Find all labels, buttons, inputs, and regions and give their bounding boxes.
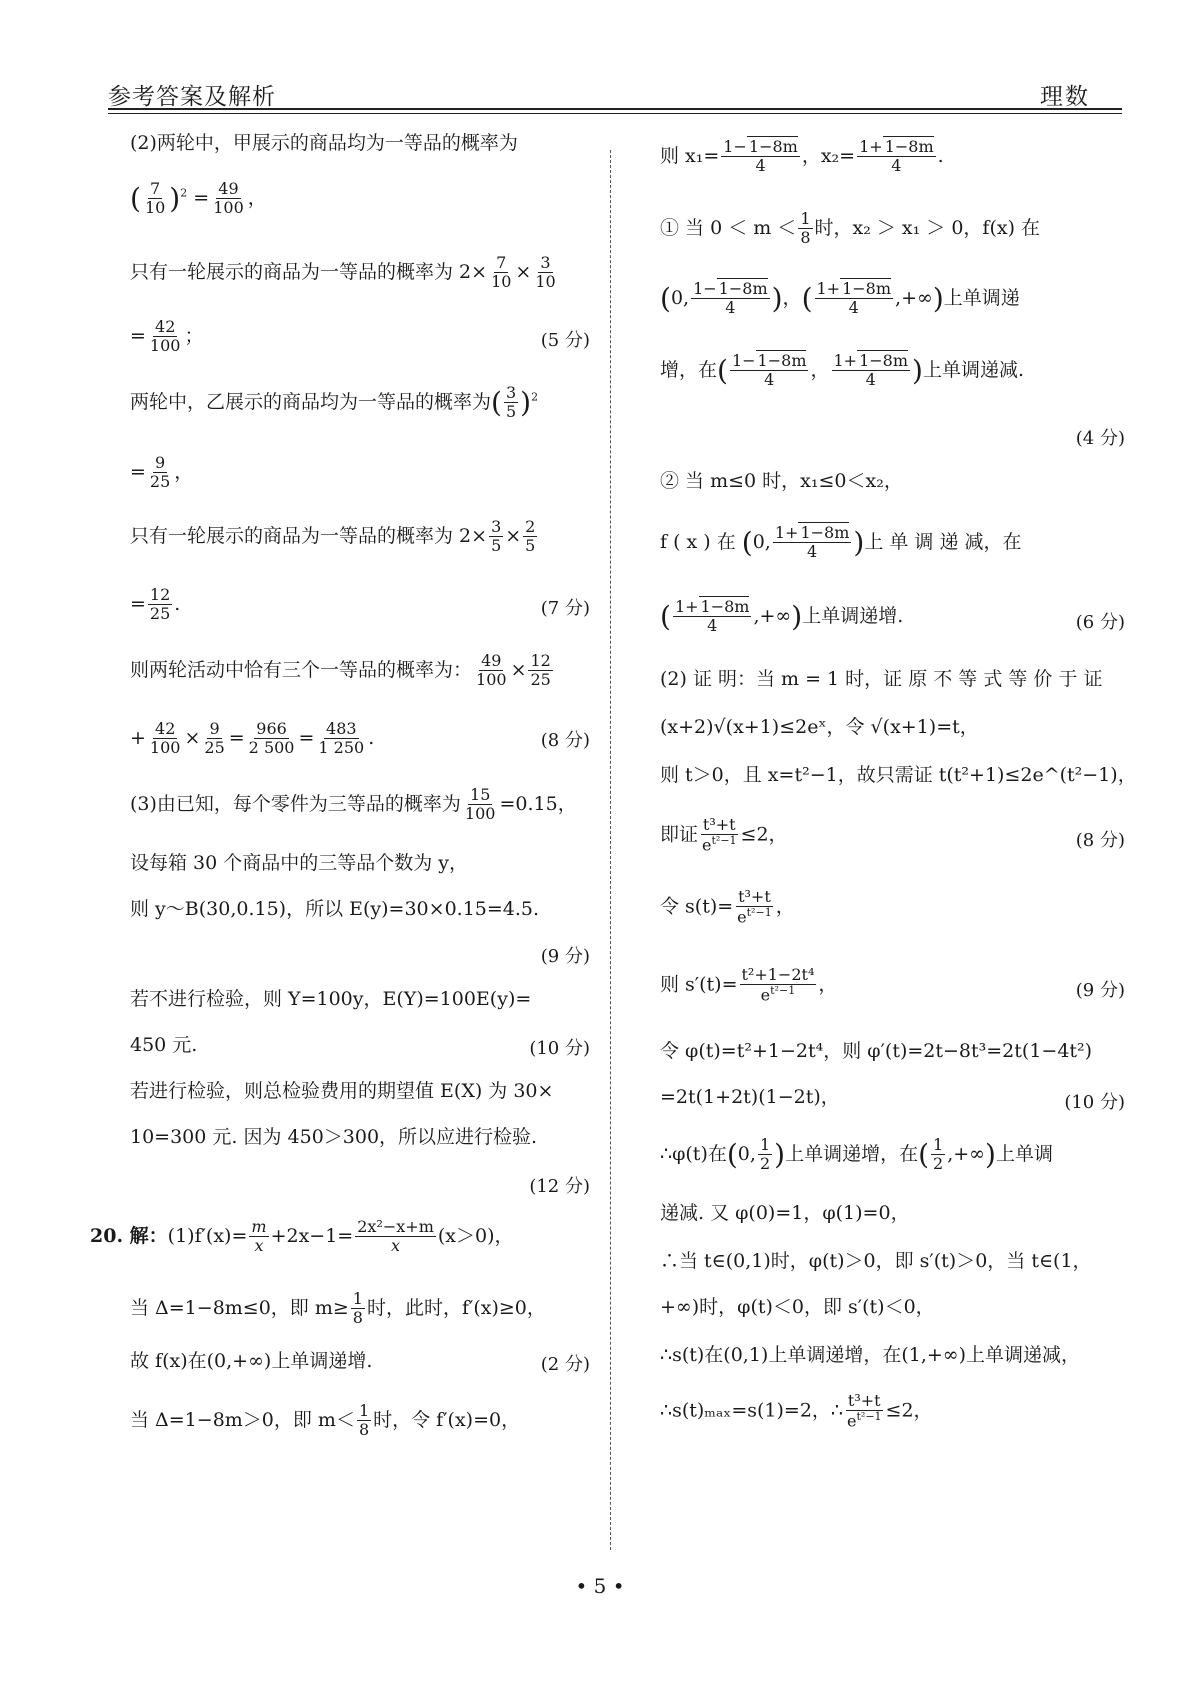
text-line: ② 当 m≤0 时，x₁≤0＜x₂， (660, 470, 903, 492)
text-line: 若进行检验，则总检验费用的期望值 E(X) 为 30× (130, 1080, 554, 1102)
header-subject: 理数 (1040, 84, 1090, 110)
formula-line: 当 Δ=1−8m＞0，即 m＜ $\frac{1}{8}$ 时，令 f′(x)=0， (130, 1401, 521, 1440)
formula-line: 当 Δ=1−8m≤0，即 m≥ $\frac{1}{8}$ 时，此时，f′(x)≥0， (130, 1289, 546, 1328)
formula-line: (3)由已知，每个零件为三等品的概率为 $\frac{15}{100}$ =0.15， (130, 785, 577, 824)
formula-line: 令 s(t)= $\frac{\text{t³+t}}{e^{t^2-1}}$ ， (660, 887, 795, 927)
score-label: (6 分) (1075, 612, 1125, 633)
formula-line: ( $\frac{7}{10}$ )$^2$ = $\frac{49}{100}$ ， (130, 179, 267, 218)
text-line: 设每箱 30 个商品中的三等品个数为 y， (130, 852, 469, 874)
formula-line: = $\frac{12}{25}$ . (130, 585, 181, 624)
score-label: (8 分) (540, 730, 590, 751)
text-line: 若不进行检验，则 Y=100y，E(Y)=100E(y)= (130, 988, 532, 1010)
formula-line: 20. 解：(1)f′(x)= $\frac{m}{x}$ +2x−1= $\frac{\text{2x²−x+m}}{x}$ (x＞0)， (90, 1217, 514, 1256)
score-label: (10 分) (1064, 1092, 1125, 1113)
text-line: +∞)时，φ(t)＜0，即 s′(t)＜0， (660, 1296, 935, 1318)
formula-line: = $\frac{42}{100}$ ； (130, 317, 204, 356)
score-label: (8 分) (1075, 830, 1125, 851)
formula-line: (0, $\frac{1- 1-8m}{4}$ )，( $\frac{1+ 1-8m}{4}$ ,+∞)上单调递 (660, 279, 1020, 318)
formula-line: 即证 $\frac{\text{t³+t}}{e^{t^2-1}}$ ≤2， (660, 815, 788, 855)
formula-line: 增，在( $\frac{1- 1-8m}{4}$ ， $\frac{1+ 1-8m}{4}$ )上单调递减. (660, 351, 1025, 390)
text-line: 则 t＞0，且 x=t²−1，故只需证 t(t²+1)≤2e^(t²−1)， (660, 764, 1137, 786)
text-line: ∴s(t)在(0,1)上单调递增，在(1,+∞)上单调递减， (660, 1344, 1081, 1366)
text-line: 递减. 又 φ(0)=1，φ(1)=0， (660, 1202, 910, 1224)
score-label: (9 分) (540, 946, 590, 967)
formula-line: ( $\frac{1+ 1-8m}{4}$ ,+∞)上单调递增. (660, 597, 904, 636)
text-line: 则 y～B(30,0.15)，所以 E(y)=30×0.15=4.5. (130, 898, 540, 920)
formula-line: + $\frac{42}{100}$ × $\frac{9}{25}$ = $\frac{966}{2 500}$ = $\frac{483}{1 250}$ . (130, 719, 375, 758)
score-label: (10 分) (529, 1038, 590, 1059)
formula-line: = $\frac{9}{25}$ ， (130, 453, 194, 492)
formula-line: 则 x₁= $\frac{1- 1-8m}{4}$ ，x₂= $\frac{1+ 1-8m}{4}$ . (660, 137, 944, 176)
formula-line: f ( x ) 在 (0, $\frac{1+ 1-8m}{4}$ )上 单 调 递 减，在 (660, 523, 1022, 562)
formula-line: ∴s(t)ₘₐₓ=s(1)=2，∴ $\frac{\text{t³+t}}{e^{t^2-1}}$ ≤2， (660, 1391, 933, 1431)
text-line: =2t(1+2t)(1−2t)， (660, 1086, 840, 1108)
formula-line: ① 当 0 ＜ m ＜ $\frac{1}{8}$ 时，x₂ ＞ x₁ ＞ 0，f(x) 在 (660, 209, 1041, 248)
text-line: (2) 证 明：当 m = 1 时，证 原 不 等 式 等 价 于 证 (660, 668, 1103, 690)
score-label: (9 分) (1075, 980, 1125, 1001)
column-divider (610, 150, 611, 1550)
formula-line: 则两轮活动中恰有三个一等品的概率为： $\frac{49}{100}$ × $\frac{12}{25}$ (130, 651, 551, 690)
formula-line: 则 s′(t)= $\frac{\text{t²+1−2t⁴}}{e^{t^2-1}}$ ， (660, 965, 838, 1005)
score-label: (7 分) (540, 598, 590, 619)
formula-line: ∴φ(t)在(0, $\frac{1}{2}$ )上单调递增，在( $\frac{1}{2}$ ,+∞)上单调 (660, 1135, 1053, 1174)
score-label: (12 分) (529, 1176, 590, 1197)
header-rule-thin (108, 113, 1122, 114)
text-line: (2)两轮中，甲展示的商品均为一等品的概率为 (130, 132, 518, 154)
score-label: (2 分) (540, 1354, 590, 1375)
text-line: (x+2)√(x+1)≤2eˣ，令 √(x+1)=t， (660, 716, 979, 738)
header-rule-thick (108, 108, 1122, 110)
score-label: (4 分) (1075, 428, 1125, 449)
score-label: (5 分) (540, 330, 590, 351)
formula-line: 两轮中，乙展示的商品均为一等品的概率为( $\frac{3}{5}$ )$^2$ (130, 383, 539, 422)
formula-line: 只有一轮展示的商品为一等品的概率为 2× $\frac{7}{10}$ × $\frac{3}{10}$ (130, 253, 556, 292)
header-title: 参考答案及解析 (108, 84, 276, 110)
text-line: 450 元. (130, 1034, 198, 1056)
text-line: 故 f(x)在(0,+∞)上单调递增. (130, 1350, 373, 1372)
text-line: 令 φ(t)=t²+1−2t⁴，则 φ′(t)=2t−8t³=2t(1−4t²) (660, 1040, 1093, 1062)
formula-line: 只有一轮展示的商品为一等品的概率为 2× $\frac{3}{5}$ × $\frac{2}{5}$ (130, 517, 536, 556)
text-line: 10=300 元. 因为 450＞300，所以应进行检验. (130, 1126, 538, 1148)
page-number: • 5 • (575, 1574, 625, 1598)
text-line: ∴当 t∈(0,1)时，φ(t)＞0，即 s′(t)＞0，当 t∈(1， (660, 1250, 1092, 1272)
